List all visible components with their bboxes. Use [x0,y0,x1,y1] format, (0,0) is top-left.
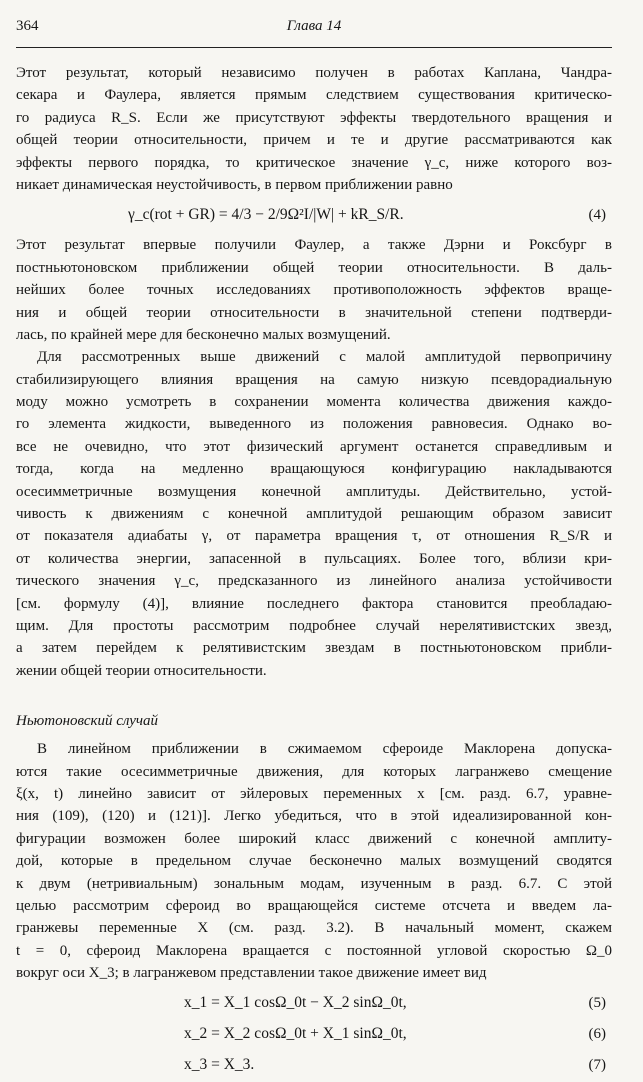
text-line: общей теории относительности, причем и те и другие рассматриваются как [16,132,612,149]
text-line: жении общей теории относительности. [16,662,267,679]
text-line: стабилизирующего влияния вращения на самую низкую псевдорадиальную [16,371,612,388]
text-line: чивость к движениям с конечной амплитудой решающим образом зависит [16,506,612,523]
text-line: к двум (нетривиальным) зональным модам, изученным в разд. 6.7. С этой [16,875,612,892]
text-line: Для рассмотренных выше движений с малой амплитудой первопричину [37,349,612,366]
text-line: эффекты первого порядка, то критическое значение γ_c, ниже которого воз- [16,154,612,171]
text-line: щим. Для простоты рассмотрим подробнее случай нерелятивистских звезд, [16,617,612,634]
equation-6-number: (6) [588,1026,606,1043]
text-line: от количества энергии, запасенной в пульсациях. Более того, вблизи кри- [16,550,612,567]
text-line: дой, которые в предельном случае бесконечно малых возмущений сводятся [16,853,612,870]
text-line: никает динамическая неустойчивость, в первом приближении равно [16,176,453,193]
equation-5-body: x_1 = X_1 cosΩ_0t − X_2 sinΩ_0t, [184,994,407,1012]
text-line: фигурации возможен более широкий класс движений с конечной амплиту- [16,830,612,847]
page-body [16,62,612,1082]
text-line: целью рассмотрим сфероид во вращающейся системе отсчета и введем ла- [16,897,612,914]
text-line: Этот результат, который независимо получен в работах Каплана, Чандра- [16,65,612,81]
equation-4-number: (4) [588,207,606,224]
equation-4-body: γ_c(rot + GR) = 4/3 − 2/9Ω²I/|W| + kR_S/R. [128,206,404,224]
text-line: тического значения γ_c, предсказанного из линейного анализа устойчивости [16,573,612,590]
text-line: нейших более точных исследованиях противоположность эффектов враще- [16,282,612,299]
text-line: вокруг оси X_3; в лагранжевом представлении такое движение имеет вид [16,965,487,982]
text-line: а затем перейдем к релятивистским звездам в постньютоновском прибли- [16,640,612,657]
equation-7-body: x_3 = X_3. [184,1056,255,1074]
text-line: лась, по крайней мере для бесконечно малых возмущений. [16,326,391,343]
text-line: го радиуса R_S. Если же присутствуют эффекты твердотельного вращения и [16,109,612,126]
section-title: Ньютоновский случай [16,713,159,730]
text-line: тогда, когда на медленно вращающуюся конфигурацию накладываются [16,461,612,478]
text-line: ния (109), (120) и (121)]. Легко убедиться, что в этой идеализированной кон- [16,808,612,825]
text-line: [см. формулу (4)], влияние последнего фактора становится преобладаю- [16,595,612,612]
page-number: 364 [16,18,39,34]
paragraph-1 [16,62,612,196]
text-line: ются такие осесимметричные движения, для которых лагранжево смещение [16,763,612,780]
text-line: секара и Фаулера, является прямым следствием существования критическо- [16,87,612,104]
text-line: го элемента жидкости, выведенного из положения равновесия. Однако во- [16,416,612,433]
text-line: t = 0, сфероид Маклорена вращается с постоянной угловой скоростью Ω_0 [16,942,612,959]
text-line: от показателя адиабаты γ, от параметра вращения τ, от отношения R_S/R и [16,528,612,545]
page-header [16,14,612,38]
equations-5-7 [16,984,612,1082]
paragraph-4 [16,738,612,984]
equation-4 [16,196,612,234]
text-line: гранжевы переменные X (см. разд. 3.2). В начальный момент, скажем [16,920,612,937]
text-line: постньютоновском приближении общей теории относительности. В даль- [16,259,612,276]
text-line: ξ(x, t) линейно зависит от эйлеровых переменных x [см. разд. 6.7, уравне- [16,785,612,802]
text-line: осесимметричные возмущения конечной амплитуды. Действительно, устой- [16,483,612,500]
equation-6-body: x_2 = X_2 cosΩ_0t + X_1 sinΩ_0t, [184,1025,407,1043]
text-line: ния и общей теории относительности в значительной степени подтверди- [16,304,612,321]
header-rule [16,47,612,48]
paragraph-3 [16,346,612,682]
running-head: Глава 14 [286,18,342,34]
text-line: моду можно усмотреть в сохранении момента количества движения каждо- [16,394,612,411]
text-line: В линейном приближении в сжимаемом сфероиде Маклорена допуска- [37,741,612,758]
paragraph-2 [16,234,612,346]
equation-7-number: (7) [588,1057,606,1074]
section-gap [16,682,612,704]
text-line: все не очевидно, что этот физический аргумент останется справедливым и [16,438,612,455]
text-line: Этот результат впервые получили Фаулер, а также Дэрни и Роксбург в [16,237,612,254]
equation-5-number: (5) [588,995,606,1012]
